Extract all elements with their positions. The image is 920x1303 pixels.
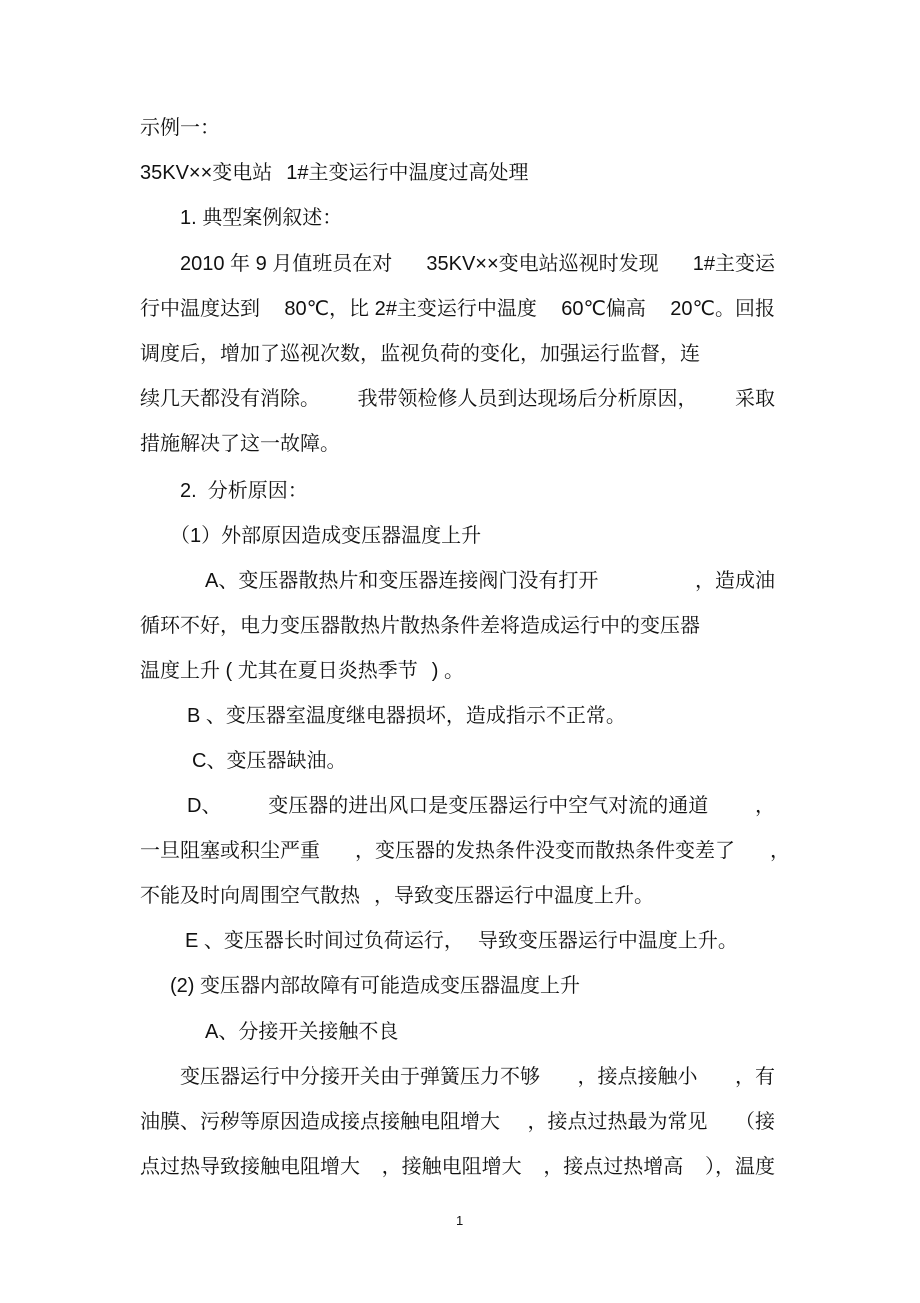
subsection-heading [170, 524, 481, 548]
text: 1. 典型案例叙述： [180, 207, 343, 229]
text: B 、变压器室温度继电器损坏，造成指示不正常。 [187, 705, 626, 727]
paragraph-line [140, 659, 464, 683]
document-title [140, 161, 529, 185]
text: 我带领检修人员到达现场后分析原因， [357, 388, 698, 410]
text: 油膜、污秽等原因造成接点接触电阻增大 [140, 1111, 500, 1133]
text: 调度后，增加了巡视次数，监视负荷的变化，加强运行监督，连 [140, 343, 700, 365]
text: 措施解决了这一故障。 [140, 433, 340, 455]
paragraph-line [140, 387, 775, 411]
text: (2) 变压器内部故障有可能造成变压器温度上升 [170, 975, 580, 997]
list-item [192, 749, 346, 773]
text: ，接点过热最为常见 [527, 1111, 708, 1133]
text: ，变压器的发热条件没变而散热条件变差了 [355, 840, 735, 862]
text: ，接触电阻增大 [381, 1156, 522, 1178]
text: C、变压器缺油。 [192, 750, 347, 772]
text: A、分接开关接触不良 [205, 1021, 399, 1043]
text: 2. 分析原因： [180, 480, 308, 502]
text: 35KV××变电站 [140, 162, 273, 184]
section-heading-2 [180, 479, 308, 503]
text: 温度上升 ( 尤其在夏日炎热季节 [140, 660, 418, 682]
text: （接 [735, 1111, 775, 1133]
text: ，接点接触小 [577, 1066, 698, 1088]
text: ，有 [735, 1066, 775, 1088]
text: 示例一： [140, 117, 220, 139]
text: （1）外部原因造成变压器温度上升 [170, 525, 482, 547]
text: ），温度 [704, 1156, 775, 1178]
text: 采取 [735, 388, 775, 410]
text: E 、变压器长时间过负荷运行， [185, 930, 464, 952]
text: ， [754, 795, 775, 817]
text: 循环不好，电力变压器散热片散热条件差将造成运行中的变压器 [140, 615, 700, 637]
list-item [187, 704, 626, 728]
list-item [187, 794, 775, 818]
text: 变压器运行中分接开关由于弹簧压力不够 [180, 1066, 540, 1088]
text: 35KV××变电站巡视时发现 [426, 253, 659, 275]
paragraph-line [140, 614, 700, 638]
paragraph-line [140, 884, 654, 908]
paragraph-line [205, 569, 775, 593]
text: ) 。 [431, 660, 464, 682]
text: A、变压器散热片和变压器连接阀门没有打开 [205, 570, 599, 592]
subsection-heading [170, 974, 580, 998]
text: 2010 年 9 月值班员在对 [180, 253, 393, 275]
text: 续几天都没有消除。 [140, 388, 320, 410]
paragraph-line [180, 252, 775, 276]
paragraph-line [140, 839, 790, 863]
text: ，接点过热增高 [543, 1156, 684, 1178]
paragraph-line [140, 1110, 775, 1134]
text: 行中温度达到 [140, 298, 260, 320]
text: D、 [187, 795, 222, 817]
section-heading-1 [180, 206, 342, 230]
paragraph-line [140, 342, 700, 366]
paragraph-line [180, 1065, 775, 1089]
text: 一旦阻塞或积尘严重 [140, 840, 320, 862]
paragraph-line [140, 432, 340, 456]
text: 1#主变运行中温度过高处理 [286, 162, 529, 184]
text: ， [770, 840, 790, 862]
text: 20℃。回报 [670, 298, 775, 320]
paragraph-line [140, 297, 775, 321]
text: 1#主变运 [692, 253, 775, 275]
text: 变压器的进出风口是变压器运行中空气对流的通道 [268, 795, 709, 817]
page-number: 1 [456, 1213, 464, 1228]
text: 点过热导致接触电阻增大 [140, 1156, 360, 1178]
text: ，造成油 [695, 570, 775, 592]
text: 导致变压器运行中温度上升。 [477, 930, 738, 952]
list-item [185, 929, 738, 953]
text: 不能及时向周围空气散热 [140, 885, 360, 907]
paragraph-line [140, 1155, 775, 1179]
text: 80℃，比 2#主变运行中温度 [284, 298, 537, 320]
example-label [140, 116, 220, 140]
text: 60℃偏高 [561, 298, 646, 320]
list-item [205, 1020, 398, 1044]
text: ，导致变压器运行中温度上升。 [374, 885, 654, 907]
